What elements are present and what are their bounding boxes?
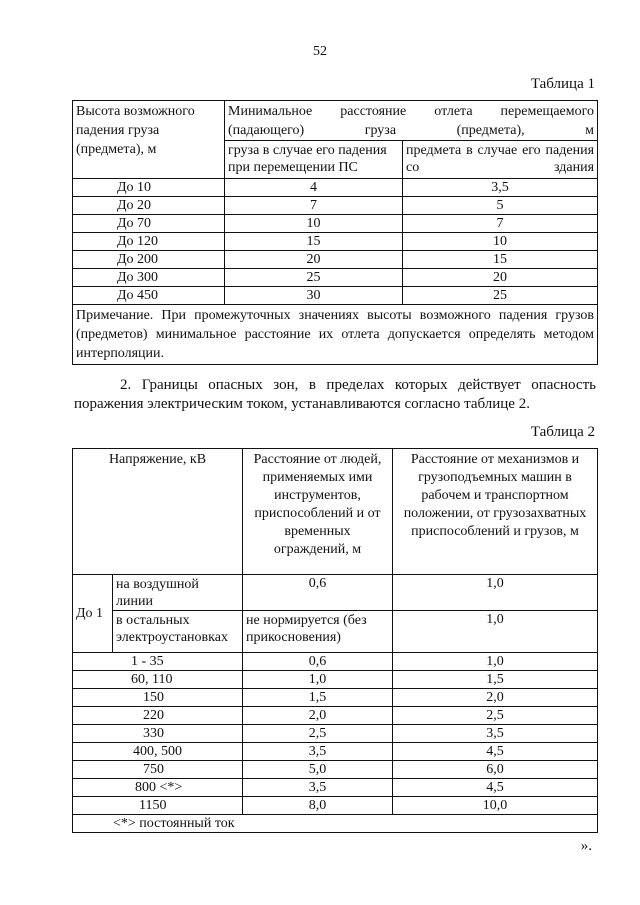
table2-machines: 6,0 bbox=[393, 761, 598, 779]
table-row bbox=[73, 287, 598, 305]
table-row bbox=[73, 743, 598, 761]
table2-machines: 4,5 bbox=[393, 743, 598, 761]
table1-height: До 70 bbox=[73, 215, 225, 233]
table2-people: 3,5 bbox=[243, 779, 393, 797]
table-row bbox=[73, 197, 598, 215]
table1-height: До 450 bbox=[73, 287, 225, 305]
table2-upto1-label: До 1 bbox=[73, 575, 113, 653]
table1-cargo: 10 bbox=[225, 215, 403, 233]
table-row bbox=[73, 671, 598, 689]
table2-people: 1,0 bbox=[243, 671, 393, 689]
table-row bbox=[73, 689, 598, 707]
paragraph-danger-zones bbox=[74, 376, 596, 414]
table1-height: До 200 bbox=[73, 251, 225, 269]
table1-cargo: 7 bbox=[225, 197, 403, 215]
table2-footnote: <*> постоянный ток bbox=[73, 815, 598, 833]
table2-machines: 3,5 bbox=[393, 725, 598, 743]
table2-voltage: 1 - 35 bbox=[73, 653, 243, 671]
table2-machines: 4,5 bbox=[393, 779, 598, 797]
table1-object: 10 bbox=[403, 233, 598, 251]
table2-voltage: 750 bbox=[73, 761, 243, 779]
table2-caption: Таблица 2 bbox=[530, 424, 595, 440]
table2-machines: 1,0 bbox=[393, 653, 598, 671]
table1-height: До 300 bbox=[73, 269, 225, 287]
table2-header-machines: Расстояние от механизмов и грузоподъемных машин в рабочем и транспортном положении, от грузозахватных приспособлений и грузов, м bbox=[393, 449, 598, 575]
table2-subcategory: на воздушной линии bbox=[113, 575, 243, 611]
table2-people: 0,6 bbox=[243, 653, 393, 671]
end-quote-mark: ». bbox=[580, 838, 592, 854]
table-row bbox=[73, 797, 598, 815]
table2-people: не нормируется (без прикосновения) bbox=[243, 611, 393, 653]
table1-object: 7 bbox=[403, 215, 598, 233]
table-row bbox=[73, 725, 598, 743]
page-number: 52 bbox=[313, 44, 327, 59]
table-row bbox=[73, 761, 598, 779]
table2-voltage: 1150 bbox=[73, 797, 243, 815]
table-row bbox=[73, 707, 598, 725]
table2-voltage: 60, 110 bbox=[73, 671, 243, 689]
table2-people: 3,5 bbox=[243, 743, 393, 761]
table1-cargo: 20 bbox=[225, 251, 403, 269]
table2-voltage: 400, 500 bbox=[73, 743, 243, 761]
table2-machines: 1,0 bbox=[393, 575, 598, 611]
table1 bbox=[72, 100, 598, 365]
table1-header-distance: Минимальное расстояние отлета перемещаемого (падающего) груза (предмета), м bbox=[225, 101, 598, 141]
table-row bbox=[73, 215, 598, 233]
table1-height: До 10 bbox=[73, 179, 225, 197]
table1-header-height: Высота возможного падения груза (предмета), м bbox=[73, 101, 225, 179]
table2-people: 1,5 bbox=[243, 689, 393, 707]
table-row bbox=[73, 269, 598, 287]
table1-object: 15 bbox=[403, 251, 598, 269]
table1-cargo: 25 bbox=[225, 269, 403, 287]
table2-people: 8,0 bbox=[243, 797, 393, 815]
table1-object: 20 bbox=[403, 269, 598, 287]
table1-height: До 20 bbox=[73, 197, 225, 215]
table1-subheader-object: предмета в случае его падения со здания bbox=[403, 141, 598, 179]
table-row bbox=[73, 653, 598, 671]
table2-header-voltage: Напряжение, кВ bbox=[73, 449, 243, 575]
table1-caption: Таблица 1 bbox=[530, 76, 595, 92]
table1-cargo: 15 bbox=[225, 233, 403, 251]
table2-header-people: Расстояние от людей, применяемых ими инструментов, приспособлений и от временных ограждений, м bbox=[243, 449, 393, 575]
table-row bbox=[73, 233, 598, 251]
table2-machines: 2,0 bbox=[393, 689, 598, 707]
table-row bbox=[73, 179, 598, 197]
table2-machines: 10,0 bbox=[393, 797, 598, 815]
table2-people: 0,6 bbox=[243, 575, 393, 611]
paragraph-line: поражения электрическим током, устанавливаются согласно таблице 2. bbox=[74, 396, 530, 412]
paragraph-line: 2. Границы опасных зон, в пределах которых действует опасность bbox=[120, 377, 596, 393]
table2-people: 2,0 bbox=[243, 707, 393, 725]
table1-cargo: 30 bbox=[225, 287, 403, 305]
table1-object: 25 bbox=[403, 287, 598, 305]
table2-people: 5,0 bbox=[243, 761, 393, 779]
table1-height: До 120 bbox=[73, 233, 225, 251]
table2-voltage: 800 <*> bbox=[73, 779, 243, 797]
table1-object: 5 bbox=[403, 197, 598, 215]
table2-machines: 1,0 bbox=[393, 611, 598, 653]
table2-machines: 2,5 bbox=[393, 707, 598, 725]
table2-voltage: 150 bbox=[73, 689, 243, 707]
table2-machines: 1,5 bbox=[393, 671, 598, 689]
table2 bbox=[72, 448, 598, 833]
table2-subcategory: в остальных электроустановках bbox=[113, 611, 243, 653]
table2-voltage: 220 bbox=[73, 707, 243, 725]
table2-people: 2,5 bbox=[243, 725, 393, 743]
table2-voltage: 330 bbox=[73, 725, 243, 743]
table-row bbox=[73, 779, 598, 797]
table1-note: Примечание. При промежуточных значениях высоты возможного падения грузов (предметов) минимальное расстояние их отлета допускается определять методом интерполяции. bbox=[73, 305, 598, 365]
table1-cargo: 4 bbox=[225, 179, 403, 197]
table1-object: 3,5 bbox=[403, 179, 598, 197]
table1-subheader-cargo: груза в случае его падения при перемещении ПС bbox=[225, 141, 403, 179]
table-row bbox=[73, 251, 598, 269]
